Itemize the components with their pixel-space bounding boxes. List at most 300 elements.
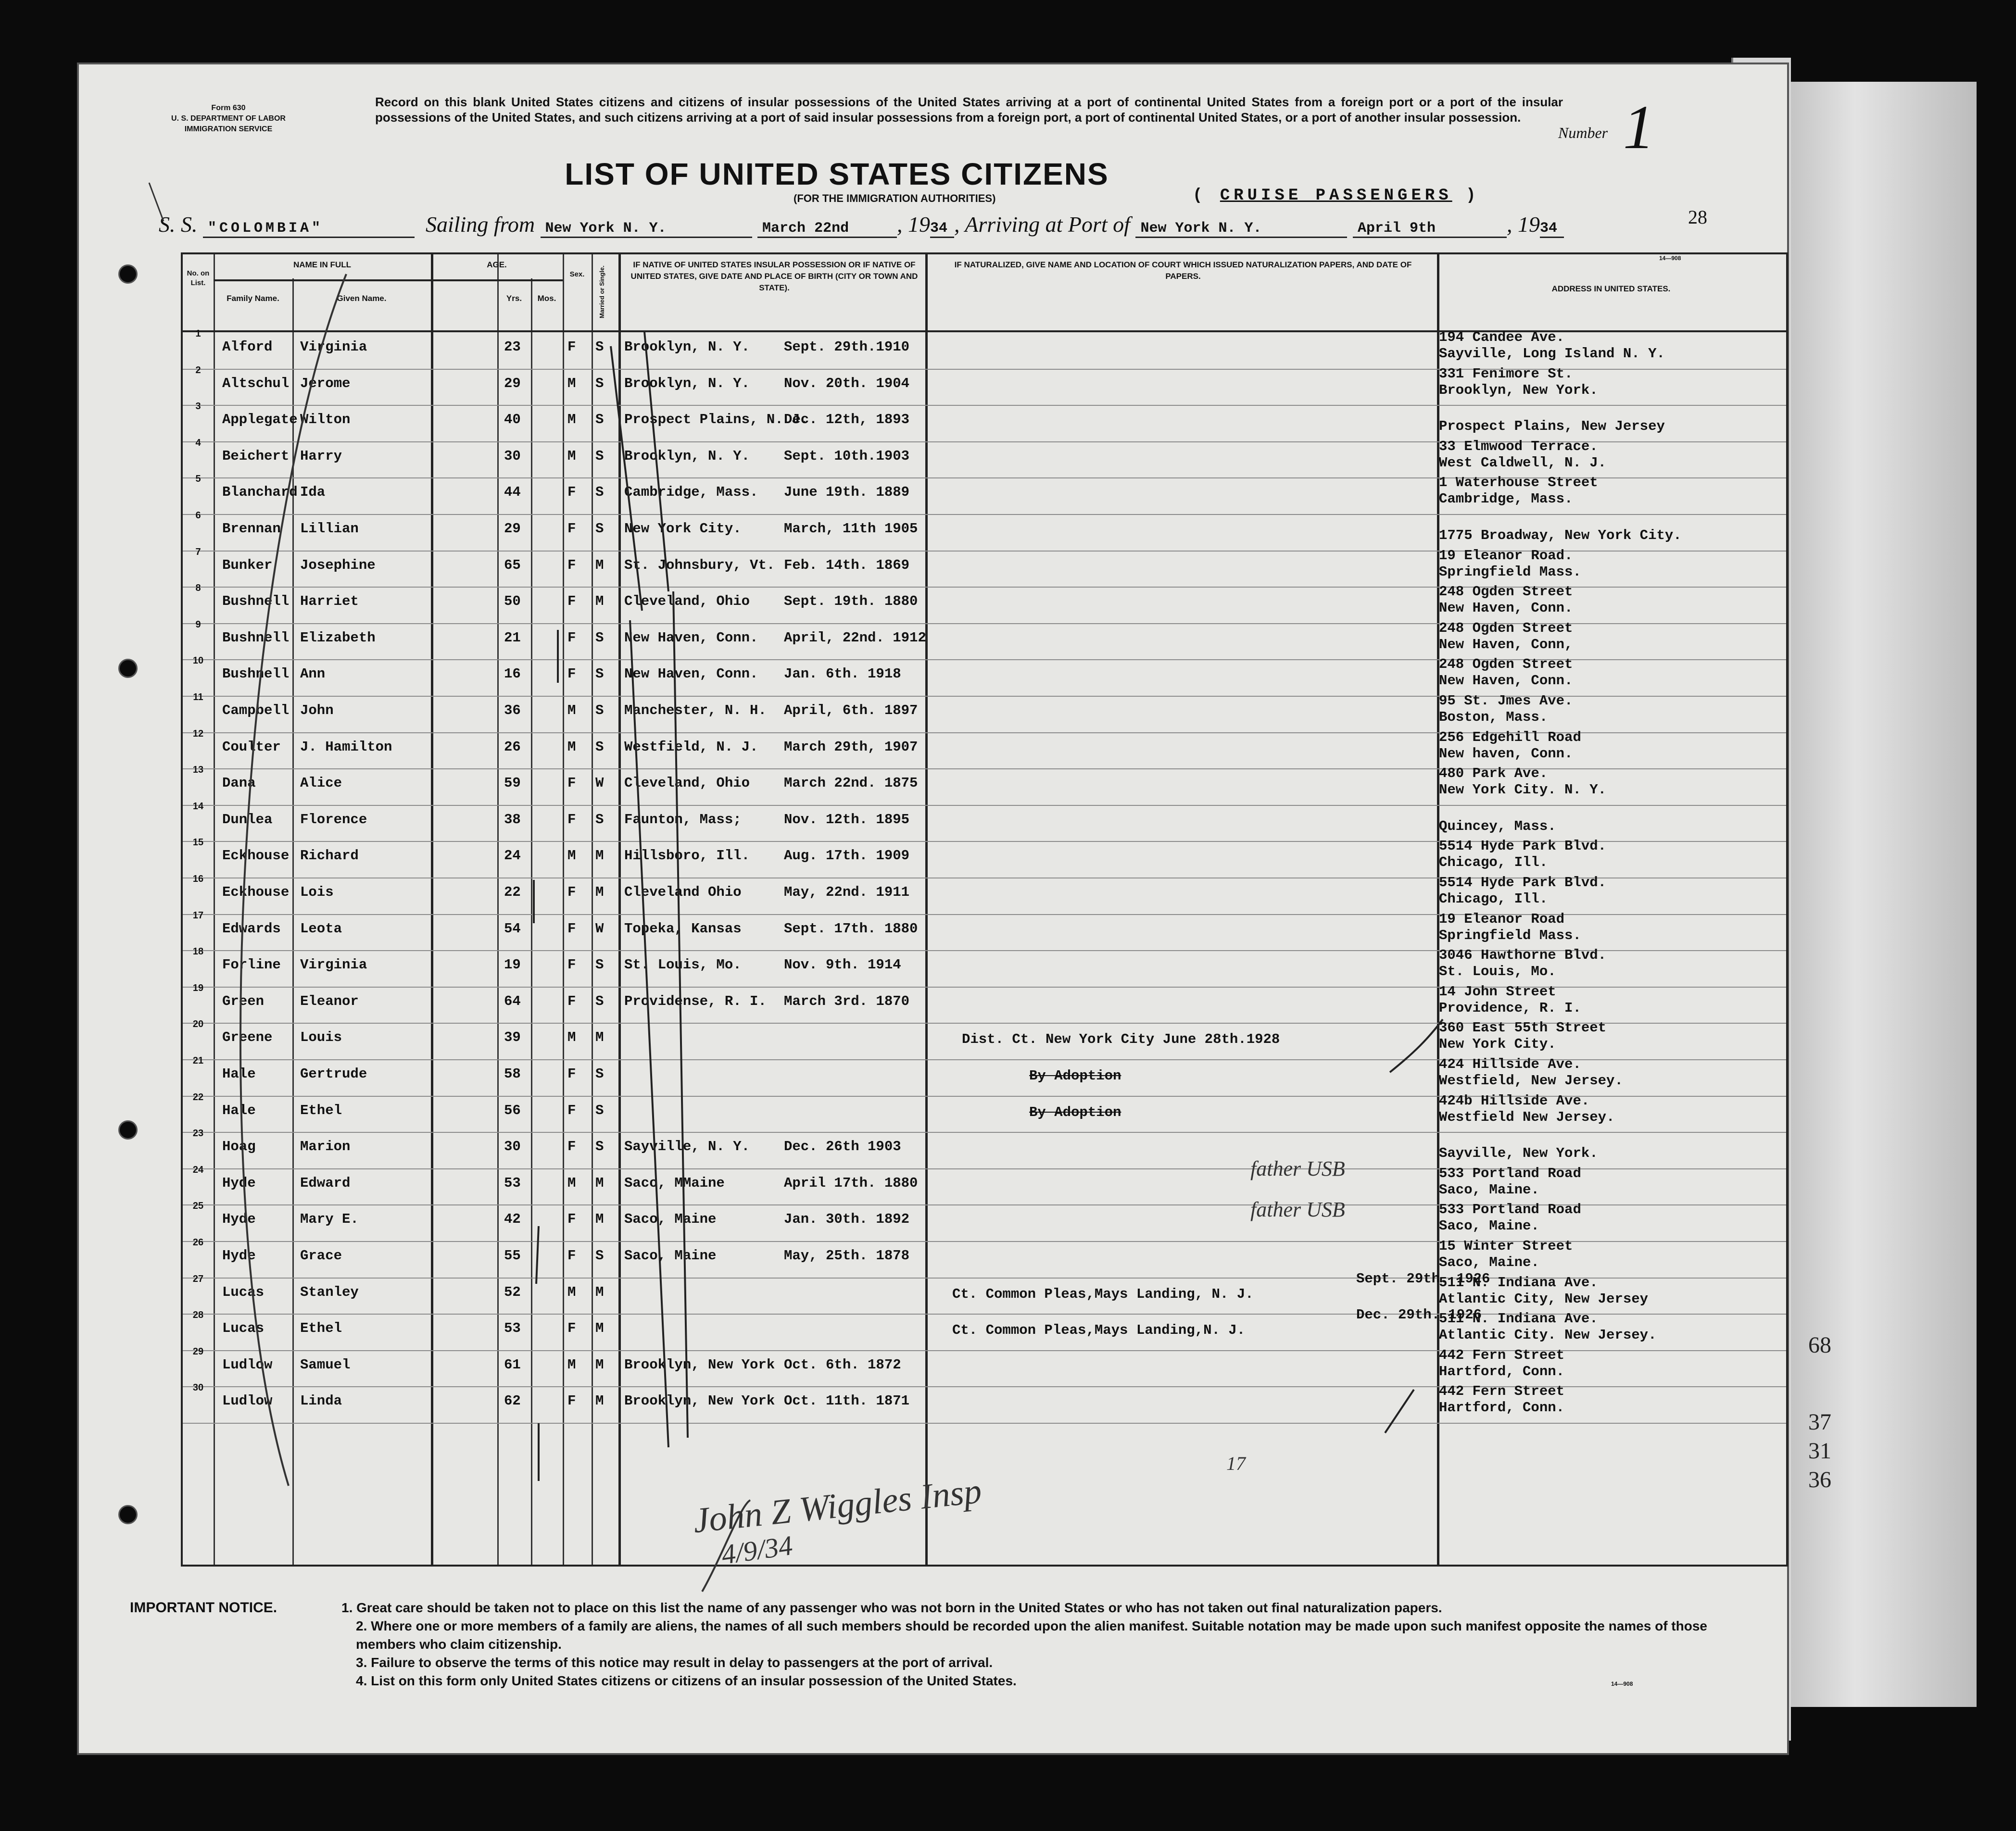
age-years: 21	[504, 629, 521, 646]
age-years: 59	[504, 775, 521, 791]
sex: F	[567, 1211, 576, 1228]
col-yrs: Yrs.	[506, 294, 522, 303]
arrival-date: April 9th	[1353, 220, 1507, 238]
marital-status: S	[595, 484, 604, 501]
address-line-1: 19 Eleanor Road	[1439, 911, 1565, 927]
family-name: Dunlea	[222, 811, 273, 828]
notice-label: IMPORTANT NOTICE.	[130, 1600, 277, 1616]
address-line-2: New York City. N. Y.	[1439, 782, 1607, 798]
margin-note: 68	[1808, 1332, 1831, 1358]
family-name: Hyde	[222, 1175, 256, 1191]
address-line-2: Saco, Maine.	[1439, 1181, 1539, 1198]
given-name: Lois	[300, 884, 334, 900]
marital-status: S	[595, 629, 604, 646]
given-name: Ann	[300, 666, 326, 682]
family-name: Lucas	[222, 1284, 265, 1300]
birth-place: Saco, Maine	[624, 1211, 717, 1228]
birth-place: Cleveland Ohio	[624, 884, 742, 900]
address-line-1: 14 John Street	[1439, 983, 1556, 1000]
age-years: 55	[504, 1248, 521, 1264]
address-line-2: Providence, R. I.	[1439, 1000, 1581, 1016]
notice-item-4: 4. List on this form only United States citizens or citizens of an insular possession of the United States.	[356, 1673, 1017, 1688]
address-line-1: 248 Ogden Street	[1439, 620, 1573, 636]
sex: F	[567, 811, 576, 828]
address-line-2: Chicago, Ill.	[1439, 891, 1548, 907]
birth-date: Nov. 12th. 1895	[784, 811, 910, 828]
row-number: 25	[192, 1201, 204, 1212]
age-years: 23	[504, 339, 521, 355]
sailing-year: 34	[930, 220, 954, 238]
family-name: Bushnell	[222, 666, 290, 682]
given-name: Edward	[300, 1175, 351, 1191]
sex: M	[567, 1029, 576, 1046]
family-name: Edwards	[222, 920, 281, 937]
sex: F	[567, 1248, 576, 1264]
birth-date: Jan. 6th. 1918	[784, 666, 901, 682]
service-name: IMMIGRATION SERVICE	[184, 125, 273, 133]
row-number: 2	[195, 364, 201, 376]
cruise-label: ( CRUISE PASSENGERS )	[1193, 187, 1480, 205]
sex: M	[567, 739, 576, 755]
address-line-1: 442 Fern Street	[1439, 1383, 1565, 1400]
given-name: Ethel	[300, 1102, 342, 1118]
birth-place: Sayville, N. Y.	[624, 1139, 750, 1155]
marital-status: S	[595, 1066, 604, 1082]
address-line-1: 533 Portland Road	[1439, 1202, 1581, 1218]
marital-status: S	[595, 448, 604, 464]
address-line-1: 5514 Hyde Park Blvd.	[1439, 838, 1607, 854]
family-name: Green	[222, 993, 265, 1009]
family-name: Coulter	[222, 739, 281, 755]
birth-place: Hillsboro, Ill.	[624, 848, 750, 864]
address-line-1: 424 Hillside Ave.	[1439, 1056, 1581, 1072]
marital-status: S	[595, 1102, 604, 1118]
marital-status: S	[595, 811, 604, 828]
age-years: 50	[504, 593, 521, 610]
inspector-signature-date: 4/9/34	[719, 1530, 795, 1570]
sex: M	[567, 412, 576, 428]
marital-status: M	[595, 1029, 604, 1046]
sailing-year-prefix: 19	[908, 212, 931, 237]
birth-date: March, 11th 1905	[784, 521, 918, 537]
age-years: 29	[504, 375, 521, 391]
sex: F	[567, 1320, 576, 1337]
age-years: 62	[504, 1393, 521, 1409]
birth-place: St. Johnsbury, Vt.	[624, 557, 775, 573]
sex: F	[567, 339, 576, 355]
naturalization-court: Ct. Common Pleas,Mays Landing, N. J.	[952, 1286, 1254, 1302]
marital-status: S	[595, 957, 604, 973]
margin-note: 31	[1808, 1438, 1831, 1464]
birth-date: Dec. 26th 1903	[784, 1139, 901, 1155]
birth-date: Jan. 30th. 1892	[784, 1211, 910, 1228]
age-years: 22	[504, 884, 521, 900]
address-line-2: Brooklyn, New York.	[1439, 382, 1598, 398]
row-number: 1	[195, 328, 201, 339]
birth-date: Aug. 17th. 1909	[784, 848, 910, 864]
address-line-2: St. Louis, Mo.	[1439, 964, 1556, 980]
birth-date: June 19th. 1889	[784, 484, 910, 501]
row-number: 29	[192, 1346, 204, 1357]
address-line-1: 442 Fern Street	[1439, 1347, 1565, 1363]
birth-date: Nov. 9th. 1914	[784, 957, 901, 973]
given-name: Josephine	[300, 557, 376, 573]
marital-status: S	[595, 993, 604, 1009]
row-number: 22	[192, 1091, 204, 1103]
birth-place: St. Louis, Mo.	[624, 957, 742, 973]
address-line-1: 533 Portland Road	[1439, 1165, 1581, 1181]
marital-status: M	[595, 557, 604, 573]
department-name: U. S. DEPARTMENT OF LABOR	[171, 114, 286, 123]
sex: F	[567, 666, 576, 682]
address-line-2: Saco, Maine.	[1439, 1254, 1539, 1270]
address-line-2: New haven, Conn.	[1439, 745, 1573, 762]
address-line-2: Prospect Plains, New Jersey	[1439, 418, 1665, 435]
row-number: 13	[192, 765, 204, 776]
family-name: Bunker	[222, 557, 273, 573]
address-line-2: Hartford, Conn.	[1439, 1400, 1565, 1416]
age-years: 54	[504, 920, 521, 937]
ss-label: S. S.	[159, 212, 198, 237]
sex: F	[567, 593, 576, 610]
sex: M	[567, 848, 576, 864]
birth-place: Cambridge, Mass.	[624, 484, 758, 501]
row-number: 21	[192, 1055, 204, 1066]
binder-hole	[118, 659, 138, 678]
sex: F	[567, 484, 576, 501]
address-line-1: 331 Fenimore St.	[1439, 365, 1573, 382]
birth-place: Brooklyn, N. Y.	[624, 448, 750, 464]
age-years: 30	[504, 1139, 521, 1155]
birth-date: April, 22nd. 1912	[784, 629, 926, 646]
age-years: 52	[504, 1284, 521, 1300]
notice-item-1: 1. Great care should be taken not to place on this list the name of any passenger who was not born in the United States or who has not taken out final naturalization papers.	[341, 1600, 1442, 1615]
family-name: Ludlow	[222, 1393, 273, 1409]
birth-place: Brooklyn, New York	[624, 1356, 775, 1373]
family-name: Hyde	[222, 1248, 256, 1264]
sailing-date: March 22nd	[757, 220, 897, 238]
row-number: 3	[195, 401, 201, 412]
birth-date: Oct. 6th. 1872	[784, 1356, 901, 1373]
marital-status: M	[595, 1175, 604, 1191]
voyage-line: S. S. "COLOMBIA" Sailing from New York N. Y. March 22nd , 1934 , Arriving at Port of New York N. Y. April 9th , 1934	[159, 212, 1794, 238]
arrival-port: New York N. Y.	[1135, 220, 1347, 238]
tick-marks	[534, 332, 1443, 1481]
address-line-2: West Caldwell, N. J.	[1439, 454, 1607, 471]
address-line-2: Springfield Mass.	[1439, 564, 1581, 580]
birth-place: Cleveland, Ohio	[624, 593, 750, 610]
address-line-1: 5514 Hyde Park Blvd.	[1439, 875, 1607, 890]
family-name: Bushnell	[222, 629, 290, 646]
notice-item-3: 3. Failure to observe the terms of this notice may result in delay to passengers at the port of arrival.	[356, 1655, 993, 1670]
family-name: Bushnell	[222, 593, 290, 610]
binder-hole	[118, 1120, 138, 1140]
header-instructions: Record on this blank United States citizens and citizens of insular possessions of the United States arriving at a port of continental United States from a foreign port or a port of the insular possessions of the United States, and such citizens arriving at a port of said insular possessions from a foreign port, a port of continental United States, or a port of another insular possession.	[375, 95, 1563, 125]
birth-place: Brooklyn, N. Y.	[624, 375, 750, 391]
row-number: 20	[192, 1019, 204, 1030]
address-line-2: 1775 Broadway, New York City.	[1439, 527, 1682, 543]
age-years: 26	[504, 739, 521, 755]
family-name: Lucas	[222, 1320, 265, 1337]
age-years: 42	[504, 1211, 521, 1228]
address-line-2: Atlantic City. New Jersey.	[1439, 1327, 1657, 1343]
given-name: Virginia	[300, 957, 367, 973]
sex: F	[567, 557, 576, 573]
marital-status: S	[595, 1139, 604, 1155]
row-number: 4	[195, 437, 201, 448]
birth-place: Brooklyn, New York	[624, 1393, 775, 1409]
tick-stroke	[644, 332, 668, 591]
address-line-1: 511 N. Indiana Ave.	[1439, 1274, 1598, 1291]
marital-status: S	[595, 702, 604, 718]
birth-date: April 17th. 1880	[784, 1175, 918, 1191]
row-number: 10	[192, 655, 204, 666]
birth-date: March 29th, 1907	[784, 739, 918, 755]
sailing-port: New York N. Y.	[541, 220, 752, 238]
tick-stroke	[630, 620, 668, 1447]
row-number: 9	[195, 619, 201, 630]
row-number: 7	[195, 546, 201, 557]
birth-date: May, 25th. 1878	[784, 1248, 910, 1264]
marital-status: S	[595, 521, 604, 537]
col-family-name: Family Name.	[227, 294, 279, 303]
sex: F	[567, 1139, 576, 1155]
address-line-2: Saco, Maine.	[1439, 1218, 1539, 1234]
given-name: Lillian	[300, 521, 359, 537]
marital-status: S	[595, 739, 604, 755]
birth-date: Sept. 17th. 1880	[784, 920, 918, 937]
row-number: 18	[192, 946, 204, 957]
row-number: 6	[195, 510, 201, 521]
row-number: 8	[195, 583, 201, 594]
age-years: 56	[504, 1102, 521, 1118]
age-years: 53	[504, 1175, 521, 1191]
birth-date: Dec. 12th, 1893	[784, 412, 910, 428]
birth-date: March 3rd. 1870	[784, 993, 910, 1009]
sex: F	[567, 521, 576, 537]
age-years: 38	[504, 811, 521, 828]
birth-place: Prospect Plains, N. J.	[624, 412, 808, 428]
sex: F	[567, 884, 576, 900]
address-line-1: 480 Park Ave.	[1439, 765, 1548, 782]
birth-place: New Haven, Conn.	[624, 629, 758, 646]
age-years: 40	[504, 412, 521, 428]
given-name: Stanley	[300, 1284, 359, 1300]
print-code-top: 14—908	[1659, 255, 1681, 262]
sex: F	[567, 629, 576, 646]
birth-date: April, 6th. 1897	[784, 702, 918, 718]
sex: F	[567, 1393, 576, 1409]
notice-item-2: 2. Where one or more members of a family are aliens, the names of all such members should be recorded upon the alien manifest. Suitable notation may be made upon such manifest opposite the names of those members who claim citizenship.	[356, 1618, 1707, 1652]
naturalization-date: Sept. 29th. 1926	[1356, 1270, 1490, 1287]
marital-status: M	[595, 848, 604, 864]
row-number: 19	[192, 982, 204, 993]
address-line-1: 15 Winter Street	[1439, 1238, 1573, 1254]
family-name: Applegate	[222, 412, 298, 428]
age-years: 16	[504, 666, 521, 682]
family-name: Dana	[222, 775, 256, 791]
col-no: No. on List.	[187, 269, 210, 287]
sex: M	[567, 375, 576, 391]
tick-stroke	[536, 1226, 539, 1284]
row-number: 11	[193, 692, 203, 702]
arriving-label: , Arriving at Port of	[954, 212, 1130, 237]
birth-date: May, 22nd. 1911	[784, 884, 910, 900]
col-married: Married or Single.	[598, 265, 605, 318]
family-name: Hyde	[222, 1211, 256, 1228]
naturalization-court: By Adoption	[1029, 1068, 1121, 1084]
important-notice	[130, 1599, 1755, 1690]
given-name: Virginia	[300, 339, 367, 355]
address-line-1: 1 Waterhouse Street	[1439, 475, 1598, 491]
address-line-1: 511 N. Indiana Ave.	[1439, 1311, 1598, 1327]
sex: F	[567, 993, 576, 1009]
col-naturalized: IF NATURALIZED, GIVE NAME AND LOCATION OF COURT WHICH ISSUED NATURALIZATION PAPERS, AND DATE OF PAPERS.	[954, 260, 1412, 281]
family-name: Ludlow	[222, 1356, 273, 1373]
row-number: 5	[195, 474, 201, 485]
age-years: 65	[504, 557, 521, 573]
family-name: Eckhouse	[222, 884, 290, 900]
address-line-2: Chicago, Ill.	[1439, 854, 1548, 871]
sex: F	[567, 775, 576, 791]
family-name: Greene	[222, 1029, 273, 1046]
ship-name: "COLOMBIA"	[203, 220, 415, 238]
address-line-2: Sayville, New York.	[1439, 1145, 1598, 1162]
row-number: 23	[192, 1128, 204, 1139]
family-name: Brennan	[222, 521, 281, 537]
birth-place: Saco, MMaine	[624, 1175, 725, 1191]
marital-status: W	[595, 920, 604, 937]
address-line-2: Westfield, New Jersey.	[1439, 1073, 1623, 1089]
address-line-2: New Haven, Conn.	[1439, 673, 1573, 689]
row-number: 14	[192, 801, 204, 812]
given-name: Marion	[300, 1139, 351, 1155]
birth-date: Oct. 11th. 1871	[784, 1393, 910, 1409]
birth-date: Sept. 19th. 1880	[784, 593, 918, 610]
marital-status: S	[595, 412, 604, 428]
cruise-text: CRUISE PASSENGERS	[1220, 187, 1452, 205]
birth-date: Sept. 29th.1910	[784, 339, 910, 355]
address-line-2: New York City.	[1439, 1036, 1556, 1053]
marital-status: S	[595, 666, 604, 682]
form-number: Form 630	[211, 104, 246, 112]
sex: M	[567, 448, 576, 464]
given-name: Ida	[300, 484, 326, 501]
row-number: 30	[192, 1382, 204, 1393]
address-line-1: 194 Candee Ave.	[1439, 329, 1565, 345]
tick-stroke	[673, 591, 688, 1438]
given-name: Louis	[300, 1029, 342, 1046]
age-years: 64	[504, 993, 521, 1009]
col-given-name: Given Name.	[337, 294, 387, 303]
address-line-1: 33 Elmwood Terrace.	[1439, 438, 1598, 454]
address-line-2: New Haven, Conn.	[1439, 600, 1573, 616]
marital-status: M	[595, 884, 604, 900]
page-subtitle: (FOR THE IMMIGRATION AUTHORITIES)	[794, 192, 996, 204]
address-line-2: Sayville, Long Island N. Y.	[1439, 346, 1665, 362]
given-name: Eleanor	[300, 993, 359, 1009]
address-line-2: Springfield Mass.	[1439, 927, 1581, 943]
given-name: Alice	[300, 775, 342, 791]
sex: F	[567, 957, 576, 973]
address-line-2: Boston, Mass.	[1439, 709, 1548, 725]
given-name: John	[300, 702, 334, 718]
marital-status: M	[595, 1284, 604, 1300]
address-line-2: Westfield New Jersey.	[1439, 1109, 1615, 1125]
row-number: 27	[192, 1273, 204, 1284]
address-line-1: 248 Ogden Street	[1439, 656, 1573, 673]
col-address: ADDRESS IN UNITED STATES.	[1551, 284, 1671, 293]
age-years: 39	[504, 1029, 521, 1046]
col-birth: IF NATIVE OF UNITED STATES INSULAR POSSESSION OR IF NATIVE OF UNITED STATES, GIVE DATE AND PLACE OF BIRTH (CITY OR TOWN AND STATE).	[630, 260, 918, 292]
birth-place: Saco, Maine	[624, 1248, 717, 1264]
birth-place: Faunton, Mass;	[624, 811, 742, 828]
marital-status: M	[595, 1356, 604, 1373]
address-line-1: 3046 Hawthorne Blvd.	[1439, 947, 1607, 964]
address-line-1: 95 St. Jmes Ave.	[1439, 693, 1573, 709]
address-line-2: Atlantic City, New Jersey	[1439, 1291, 1649, 1307]
family-name: Hale	[222, 1066, 256, 1082]
address-line-1: 424b Hillside Ave.	[1439, 1092, 1590, 1109]
marital-status: M	[595, 593, 604, 610]
marital-status: W	[595, 775, 604, 791]
family-name: Hoag	[222, 1139, 256, 1155]
naturalization-court: By Adoption	[1029, 1104, 1121, 1120]
marital-status: M	[595, 1211, 604, 1228]
row-number: 28	[192, 1310, 204, 1321]
age-years: 44	[504, 484, 521, 501]
given-name: Harriet	[300, 593, 359, 610]
row-number: 17	[192, 910, 204, 921]
age-years: 30	[504, 448, 521, 464]
birth-place: Brooklyn, N. Y.	[624, 339, 750, 355]
family-name: Forline	[222, 957, 281, 973]
naturalization-date: Dec. 29th. 1926	[1356, 1307, 1482, 1323]
number-value: 1	[1623, 93, 1654, 162]
col-sex: Sex.	[569, 270, 585, 278]
arrival-year: 34	[1540, 220, 1564, 238]
family-name: Beichert	[222, 448, 290, 464]
sex: M	[567, 702, 576, 718]
given-name: Leota	[300, 920, 342, 937]
address-line-1: 248 Ogden Street	[1439, 584, 1573, 600]
sex: M	[567, 1175, 576, 1191]
tick-stroke	[1390, 1019, 1443, 1072]
manifest-page	[77, 63, 1789, 1755]
given-name: Grace	[300, 1248, 342, 1264]
pencil-mark	[149, 183, 164, 221]
sex: M	[567, 1356, 576, 1373]
handwritten-date-correction: 28	[1688, 206, 1707, 228]
marital-status: S	[595, 1248, 604, 1264]
tick-stroke	[611, 346, 642, 611]
birth-place: New York City.	[624, 521, 742, 537]
family-name: Hale	[222, 1102, 256, 1118]
col-age: AGE.	[487, 260, 507, 269]
marital-status: S	[595, 339, 604, 355]
address-line-2: Hartford, Conn.	[1439, 1363, 1565, 1380]
birth-place: Westfield, N. J.	[624, 739, 758, 755]
marital-status: M	[595, 1320, 604, 1337]
marital-status: M	[595, 1393, 604, 1409]
sex: F	[567, 920, 576, 937]
birth-date: March 22nd. 1875	[784, 775, 918, 791]
birth-date: Sept. 10th.1903	[784, 448, 910, 464]
birth-place: Topeka, Kansas	[624, 920, 742, 937]
given-name: Wilton	[300, 412, 351, 428]
birth-place: New Haven, Conn.	[624, 666, 758, 682]
row-number: 26	[192, 1237, 204, 1248]
